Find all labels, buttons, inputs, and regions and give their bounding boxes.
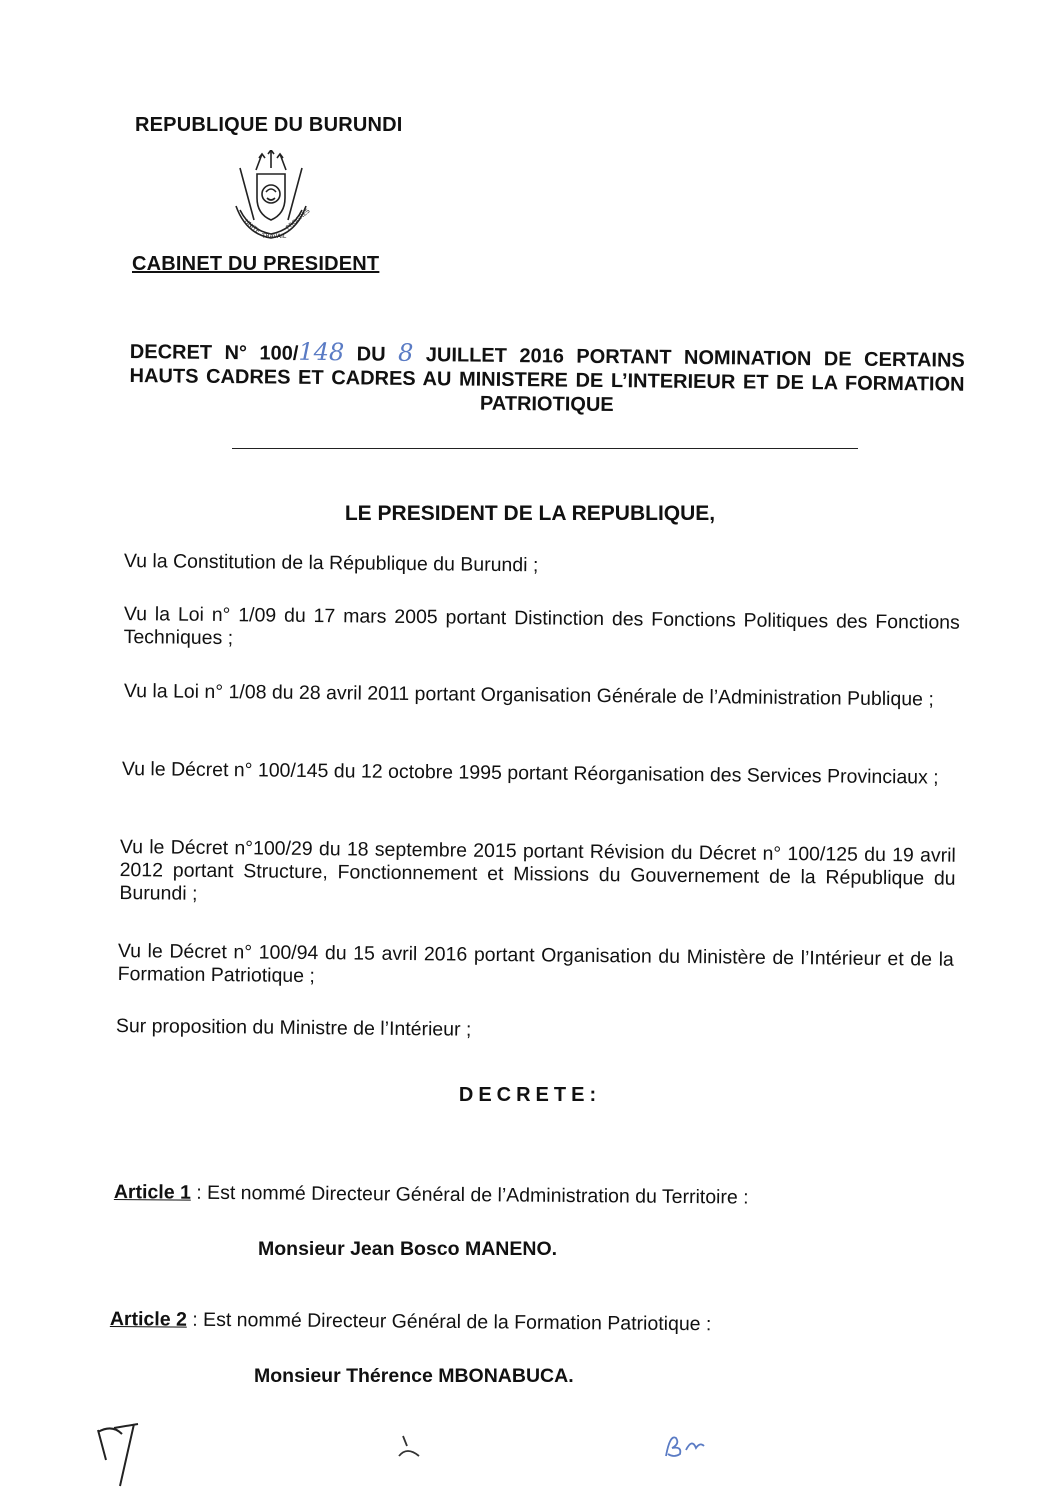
decree-title-line-3: PATRIOTIQUE — [479, 392, 614, 417]
initials-blue-signature-icon — [660, 1428, 710, 1462]
handwritten-decree-number: 148 — [298, 337, 345, 367]
decrete-heading: DECRETE: — [458, 1084, 602, 1106]
consideration-decret-100-94: Vu le Décret n° 100/94 du 15 avril 2016 portant Organisation du Ministère de l’Intérieur et de la Formation Patriotique ; — [117, 940, 954, 988]
article-1-nominee: Monsieur Jean Bosco MANENO. — [258, 1238, 558, 1260]
article-1-label: Article 1 — [113, 1181, 191, 1204]
consideration-proposition: Sur proposition du Ministre de l’Intérieur ; — [115, 1015, 472, 1041]
initials-mark-icon — [395, 1432, 425, 1462]
article-1 — [114, 1181, 914, 1211]
president-heading: LE PRESIDENT DE LA REPUBLIQUE, — [344, 502, 716, 525]
svg-text:TRAVAIL: TRAVAIL — [262, 233, 287, 240]
article-2 — [110, 1308, 910, 1338]
consideration-decret-100-29: Vu le Décret n°100/29 du 18 septembre 2015 portant Révision du Décret n° 100/125 du 19 avril 2012 portant Structure, Fonctionnement et Missions du Gouvernement de la République du Burundi ; — [119, 836, 956, 905]
consideration-constitution: Vu la Constitution de la République du Burundi ; — [123, 550, 539, 577]
cabinet-heading: CABINET DU PRESIDENT — [132, 253, 380, 275]
consideration-loi-1-09: Vu la Loi n° 1/09 du 17 mars 2005 portant Distinction des Fonctions Politiques des Fonctions Techniques ; — [123, 603, 960, 650]
country-heading: REPUBLIQUE DU BURUNDI — [135, 114, 403, 136]
article-2-nominee: Monsieur Thérence MBONABUCA. — [254, 1365, 574, 1387]
coat-of-arms-icon — [226, 150, 316, 242]
article-2-text: : Est nommé Directeur Général de la Formation Patriotique : — [192, 1308, 712, 1336]
title-divider — [232, 448, 858, 449]
article-1-text: : Est nommé Directeur Général de l’Administration du Territoire : — [196, 1181, 749, 1209]
decree-title-line-1: DECRET N° 100/148 DU 8 JUILLET 2016 PORTANT NOMINATION DE CERTAINS — [129, 337, 965, 372]
handwritten-day: 8 — [397, 338, 414, 367]
consideration-decret-100-145: Vu le Décret n° 100/145 du 12 octobre 1995 portant Réorganisation des Services Provinciaux ; — [121, 758, 939, 789]
decree-title — [129, 338, 965, 421]
svg-text:PROGRES: PROGRES — [284, 207, 312, 232]
article-2-label: Article 2 — [109, 1308, 187, 1331]
initials-signature-icon — [92, 1420, 152, 1490]
decree-title-line-2: HAUTS CADRES ET CADRES AU MINISTERE DE L’INTERIEUR ET DE LA FORMATION — [129, 364, 965, 396]
svg-text:UNITE: UNITE — [242, 218, 262, 236]
consideration-loi-1-08: Vu la Loi n° 1/08 du 28 avril 2011 portant Organisation Générale de l’Administration Publique ; — [123, 680, 934, 711]
